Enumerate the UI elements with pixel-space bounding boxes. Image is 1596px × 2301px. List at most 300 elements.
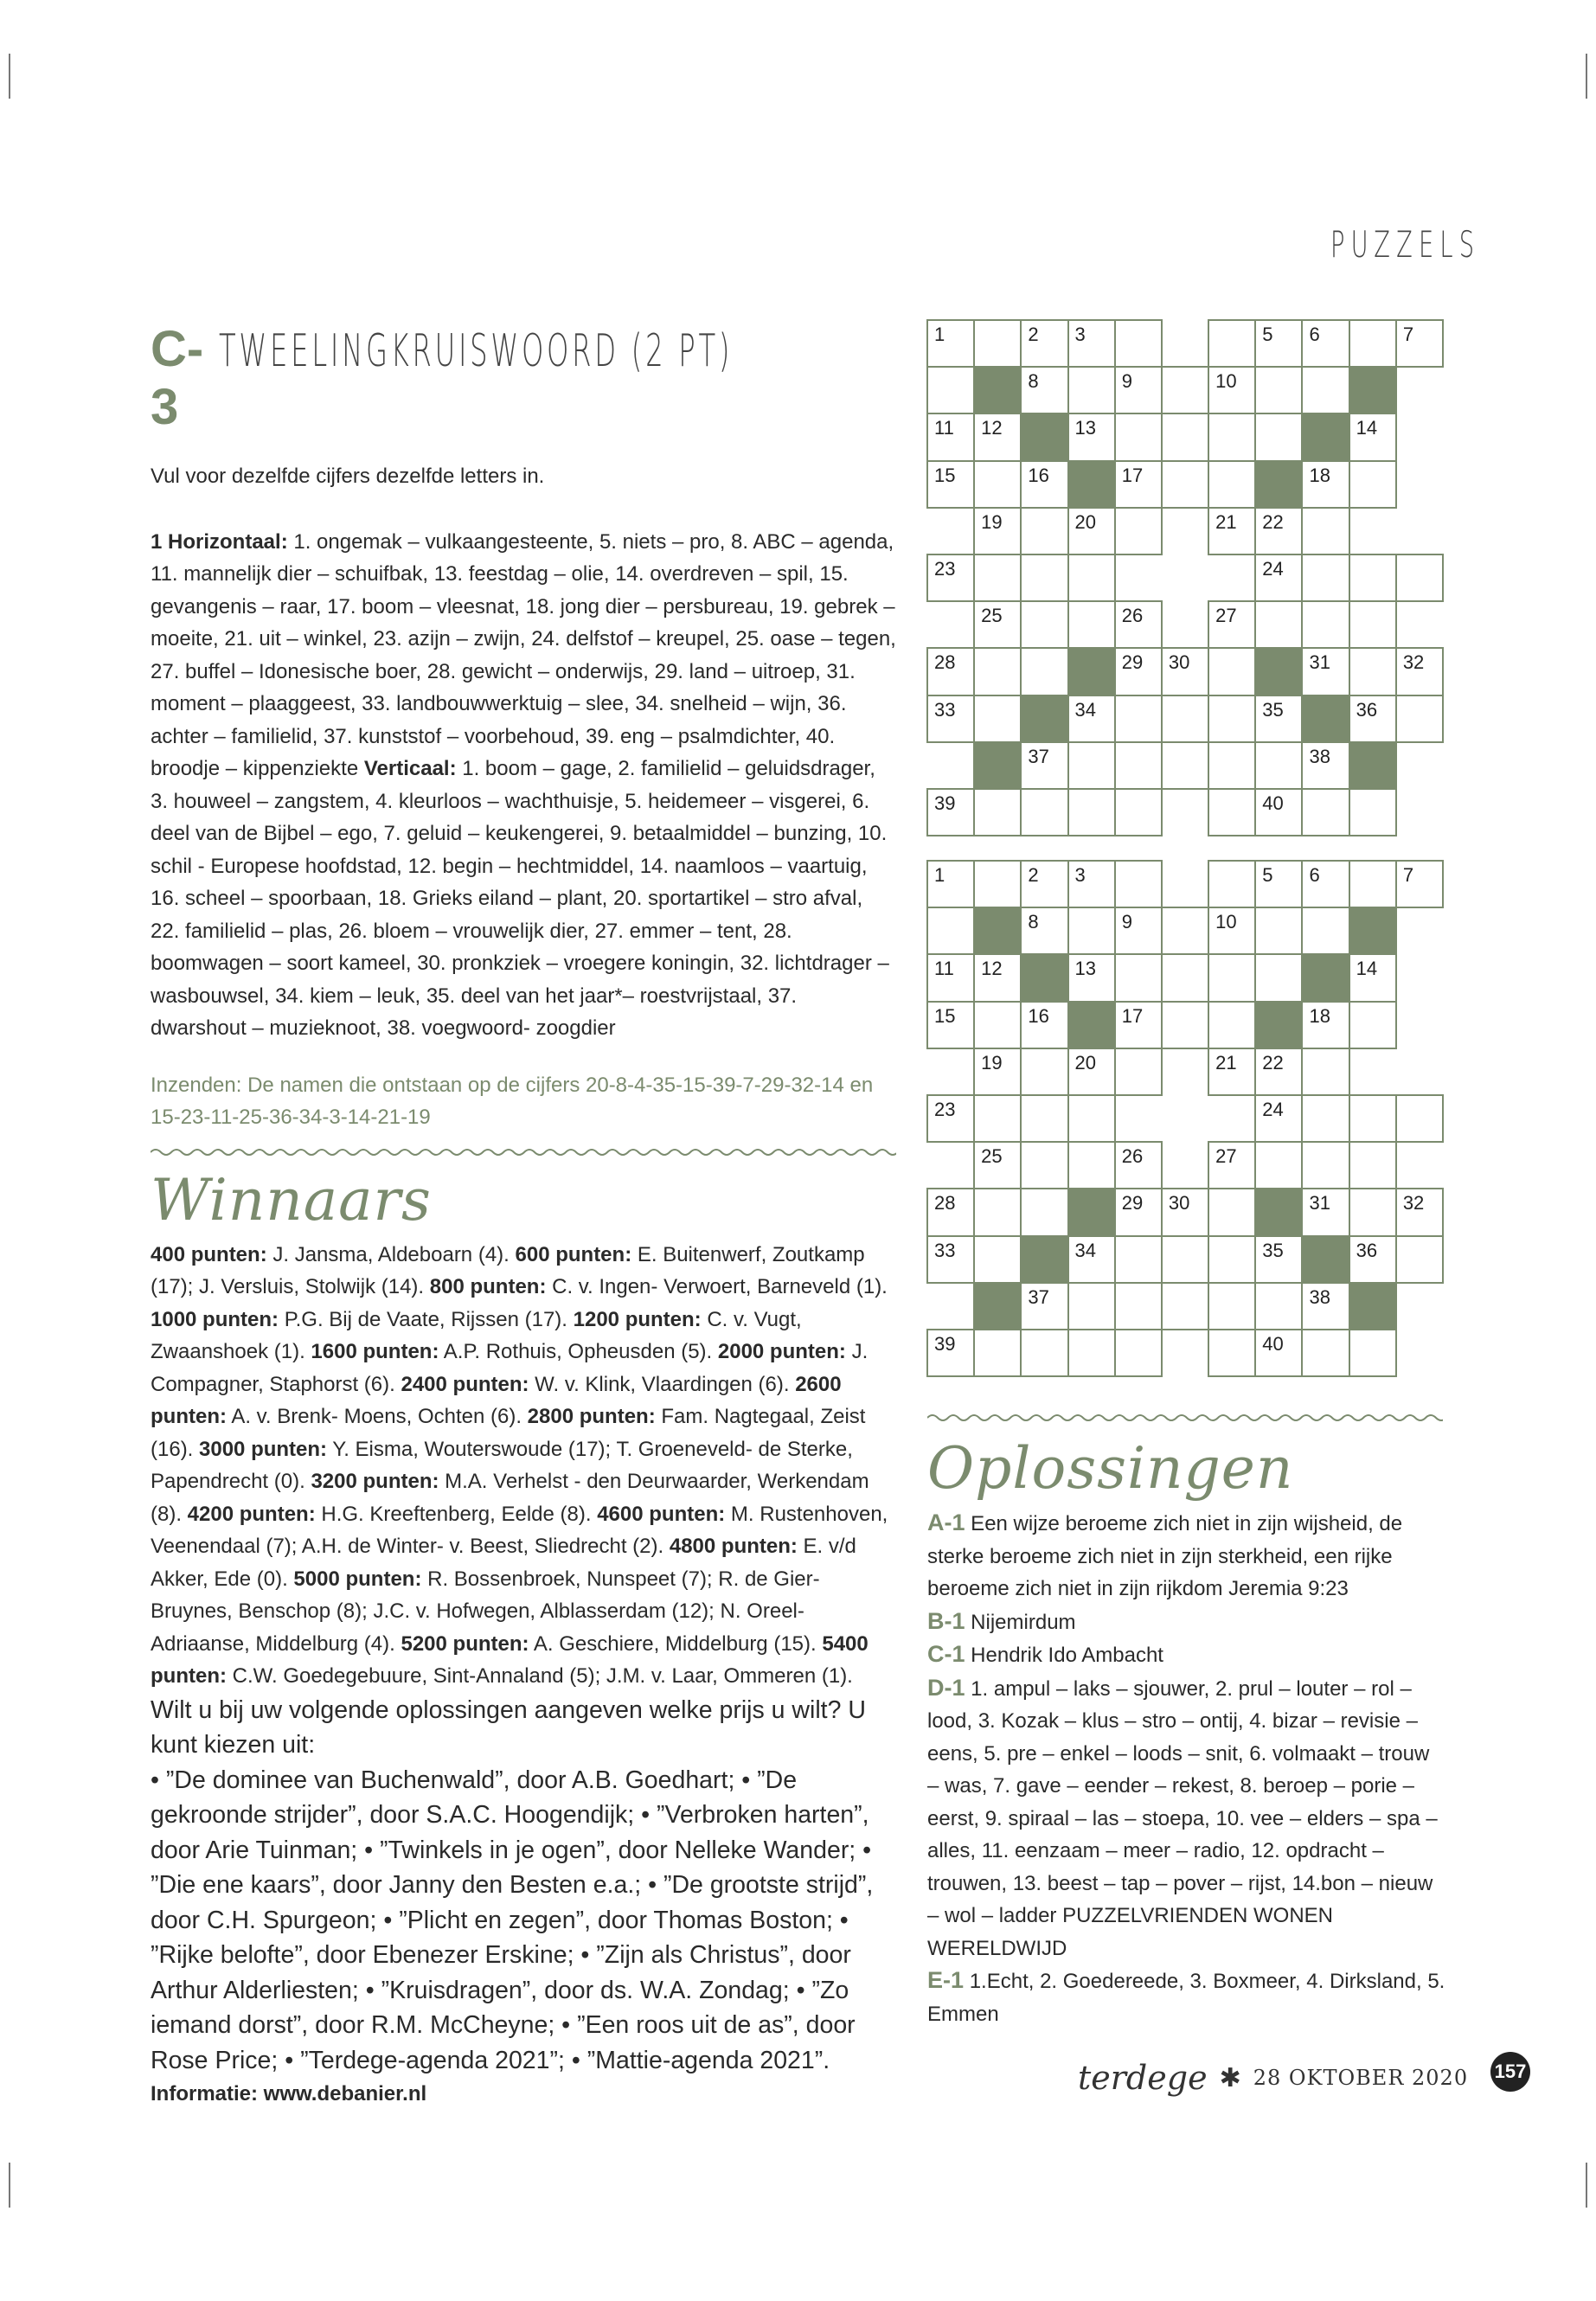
wave-divider [927,1412,1443,1424]
grid-cell[interactable] [1301,1094,1349,1143]
grid-cell[interactable] [973,319,1022,368]
grid-cell[interactable] [1067,319,1116,368]
grid-cell[interactable] [1067,741,1116,790]
grid-cell[interactable] [973,460,1022,509]
grid-cell[interactable] [973,1141,1022,1189]
grid-cell[interactable] [1395,1094,1444,1143]
grid-cell[interactable] [1020,1048,1068,1096]
grid-cell[interactable] [973,647,1022,695]
grid-block [973,1282,1022,1330]
cell-number: 5 [1262,324,1273,345]
issue-date: 28 OKTOBER 2020 [1253,2066,1469,2090]
grid-cell[interactable] [1161,413,1209,461]
puzzle-title [151,320,896,436]
wave-divider [151,1146,896,1158]
grid-block [1349,741,1397,790]
grid-cell[interactable] [1114,860,1163,908]
grid-cell[interactable] [1114,413,1163,461]
solution-code: D-1 [927,1674,965,1701]
grid-block [1020,413,1068,461]
grid-cell[interactable] [926,1329,975,1377]
grid-cell[interactable] [1067,953,1116,1002]
grid-cell[interactable] [926,860,975,908]
solution-code: A-1 [927,1509,965,1535]
grid-cell[interactable] [1301,1282,1349,1330]
grid-cell[interactable] [1067,366,1116,414]
cell-number: 12 [981,417,1003,439]
grid-cell[interactable] [1208,788,1256,836]
crop-mark [1586,2163,1587,2208]
grid-cell[interactable] [1208,647,1256,695]
grid-cell[interactable] [1254,600,1303,649]
grid-cell[interactable] [1254,366,1303,414]
prize-list: • ”De dominee van Buchenwald”, door A.B. Goedhart; • ”De gekroonde strijder”, door S.A.C. Hoogendijk; • ”Verbroken harten”, door Arie Tuinman; • ”Twinkels in je ogen”, door Nelleke Wander; • ”Die ene kaars”, door Janny den Besten e.a.; • ”De grootste strijd”, door C.H. Spurgeon; • ”Plicht en zegen”, door Thomas Boston; • ”Rijke belofte”, door Ebenezer Erskine; • ”Zijn als Christus”, door Arthur Alderliesten; • ”Kruisdragen”, door ds. W.A. Zondag; • ”Zo iemand dorst”, door R.M. McCheyne; • ”Een roos uit de as”, door Rose Price; • ”Terdege-agenda 2021”; • ”Mattie-agenda 2021”. [151,1766,874,2074]
grid-block [1067,1001,1116,1049]
grid-block [1254,647,1303,695]
grid-cell[interactable] [1161,741,1209,790]
grid-cell[interactable] [973,953,1022,1002]
grid-cell[interactable] [973,1329,1022,1377]
grid-cell[interactable] [1349,554,1397,602]
grid-cell[interactable] [1254,953,1303,1002]
footer [1078,2059,1468,2097]
grid-cell[interactable] [1067,1329,1116,1377]
grid-gap [1349,508,1396,554]
grid-cell[interactable] [1349,319,1397,368]
grid-cell[interactable] [1301,1329,1349,1377]
grid-block [1301,695,1349,743]
grid-cell[interactable] [1208,1188,1256,1236]
grid-cell[interactable] [973,788,1022,836]
grid-gap [1162,1330,1208,1376]
grid-gap [1396,508,1443,554]
cell-number: 23 [934,557,956,580]
grid-cell[interactable] [1114,507,1163,555]
grid-cell[interactable] [1349,460,1397,509]
cell-number: 29 [1121,1192,1144,1215]
grid-cell[interactable] [1161,1282,1209,1330]
grid-cell[interactable] [1114,366,1163,414]
grid-cell[interactable] [1161,907,1209,955]
cell-number: 12 [981,958,1003,980]
grid-cell[interactable] [1301,860,1349,908]
grid-cell[interactable] [1161,953,1209,1002]
grid-cell[interactable] [1254,1235,1303,1284]
cell-number: 29 [1121,651,1144,674]
winner-names: W. v. Klink, Vlaardingen (6). [529,1372,796,1396]
cell-number: 37 [1028,1285,1049,1308]
grid-gap [1208,554,1255,601]
grid-cell[interactable] [1254,319,1303,368]
grid-cell[interactable] [926,907,975,955]
grid-cell[interactable] [1114,1141,1163,1189]
cell-number: 20 [1074,1051,1097,1074]
cell-number: 3 [1074,324,1086,345]
grid-cell[interactable] [973,507,1022,555]
grid-cell[interactable] [1020,319,1068,368]
cell-number: 25 [981,605,1003,627]
grid-cell[interactable] [1067,600,1116,649]
grid-cell[interactable] [1254,1094,1303,1143]
crossword-grid-1 [927,320,1443,836]
grid-cell[interactable] [926,413,975,461]
grid-cell[interactable] [1114,741,1163,790]
cell-number: 7 [1402,324,1414,345]
cell-number: 30 [1168,1192,1190,1215]
grid-cell[interactable] [926,1094,975,1143]
grid-cell[interactable] [1254,907,1303,955]
grid-cell[interactable] [1254,695,1303,743]
grid-gap [927,508,974,554]
grid-cell[interactable] [1208,953,1256,1002]
section-tag: PUZZELS [1330,223,1481,266]
grid-cell[interactable] [1254,1048,1303,1096]
grid-cell[interactable] [1349,1094,1397,1143]
grid-cell[interactable] [1301,507,1349,555]
cell-number: 21 [1215,1051,1237,1074]
winner-points-label: 2600 punten: [151,1372,842,1428]
winner-names: P.G. Bij de Vaate, Rijssen (17). [279,1307,574,1331]
grid-cell[interactable] [1161,1235,1209,1284]
grid-cell[interactable] [1114,788,1163,836]
grid-block [1254,1001,1303,1049]
grid-cell[interactable] [1161,647,1209,695]
solution-item [927,1638,1446,1672]
grid-gap [1396,1142,1443,1189]
grid-cell[interactable] [1208,1141,1256,1189]
grid-cell[interactable] [1114,1282,1163,1330]
grid-cell[interactable] [1114,953,1163,1002]
grid-cell[interactable] [1301,319,1349,368]
grid-cell[interactable] [1349,953,1397,1002]
grid-cell[interactable] [1208,413,1256,461]
grid-cell[interactable] [1254,1282,1303,1330]
grid-gap [1396,789,1443,836]
grid-block [1067,1188,1116,1236]
grid-cell[interactable] [1020,860,1068,908]
grid-cell[interactable] [926,647,975,695]
grid-cell[interactable] [973,1235,1022,1284]
cell-number: 24 [1262,557,1284,580]
grid-cell[interactable] [1349,860,1397,908]
grid-cell[interactable] [973,600,1022,649]
cell-number: 31 [1309,1192,1330,1215]
grid-cell[interactable] [926,554,975,602]
grid-cell[interactable] [1254,507,1303,555]
grid-cell[interactable] [1067,1282,1116,1330]
solution-text: 1. ampul – laks – sjouwer, 2. prul – louter – rol – lood, 3. Kozak – klus – stro – ontij, 4. bizar – revisie – eens, 5. pre – enkel – loods – snit, 6. volmaakt – trouw – was, 7. gave – eender – rekest, 8. beroep – porie – eerst, 9. spiraal – las – stoepa, 10. vee – elders – spa – alles, 11. eenzaam – meer – radio, 12. opdracht – trouwen, 13. beest – tap – pover – rijst, 14.bon – nieuw – wol – ladder PUZZELVRIENDEN WONEN WERELDWIJD [927,1676,1438,1960]
grid-cell[interactable] [1254,1141,1303,1189]
grid-block [973,907,1022,955]
grid-cell[interactable] [926,695,975,743]
solution-code: B-1 [927,1607,965,1634]
grid-cell[interactable] [1114,907,1163,955]
grid-cell[interactable] [1208,1048,1256,1096]
grid-cell[interactable] [1349,1329,1397,1377]
grid-cell[interactable] [1208,366,1256,414]
winner-names: R. Bossenbroek, Nunspeet (7); R. de Gier- Bruynes, Benschop (8); J.C. v. Hofwegen, Alblasserdam (12); N. Oreel-Adriaanse, Middelburg (4). [151,1567,820,1656]
grid-cell[interactable] [1254,413,1303,461]
cell-number: 27 [1215,1145,1237,1168]
grid-cell[interactable] [1208,860,1256,908]
grid-cell[interactable] [1395,1188,1444,1236]
grid-cell[interactable] [1067,788,1116,836]
grid-gap [1396,907,1443,954]
winner-names: M.A. Verhelst - den Deurwaarder, Werkendam (8). [151,1470,869,1526]
grid-cell[interactable] [1161,1188,1209,1236]
grid-gap [1115,1095,1162,1142]
grid-cell[interactable] [1301,554,1349,602]
left-column [151,320,896,2111]
grid-cell[interactable] [1208,507,1256,555]
solution-text: Nijemirdum [965,1610,1076,1634]
grid-cell[interactable] [1067,413,1116,461]
grid-cell[interactable] [926,1188,975,1236]
grid-gap [1162,1142,1208,1189]
grid-cell[interactable] [973,695,1022,743]
solutions-heading: Oplossingen [927,1435,1294,1502]
grid-cell[interactable] [1067,1094,1116,1143]
cell-number: 1 [934,864,945,886]
grid-cell[interactable] [1301,907,1349,955]
grid-cell[interactable] [1020,554,1068,602]
grid-cell[interactable] [1208,695,1256,743]
grid-cell[interactable] [1067,1235,1116,1284]
grid-cell[interactable] [1254,788,1303,836]
cell-number: 40 [1262,792,1284,814]
grid-cell[interactable] [1395,647,1444,695]
grid-gap [927,1048,974,1095]
grid-gap [1396,1330,1443,1376]
grid-cell[interactable] [1349,413,1397,461]
grid-block [1020,953,1068,1002]
cell-number: 2 [1028,324,1039,345]
grid-gap [1162,861,1208,907]
grid-cell[interactable] [1114,647,1163,695]
solution-item [927,1965,1446,2030]
grid-cell[interactable] [1208,319,1256,368]
cell-number: 35 [1262,1239,1284,1261]
cell-number: 6 [1309,324,1320,345]
grid-cell[interactable] [1301,1141,1349,1189]
grid-cell[interactable] [1020,1282,1068,1330]
grid-cell[interactable] [1208,741,1256,790]
grid-cell[interactable] [1114,460,1163,509]
winner-names: A.P. Rothuis, Opheusden (5). [439,1340,718,1363]
grid-gap [1162,320,1208,367]
grid-cell[interactable] [1349,647,1397,695]
grid-cell[interactable] [1395,695,1444,743]
cell-number: 21 [1215,510,1237,533]
grid-cell[interactable] [926,1001,975,1049]
grid-gap [1396,742,1443,789]
grid-cell[interactable] [1020,507,1068,555]
grid-cell[interactable] [1395,1235,1444,1284]
grid-cell[interactable] [1349,695,1397,743]
grid-cell[interactable] [1161,460,1209,509]
grid-cell[interactable] [1020,741,1068,790]
grid-cell[interactable] [1208,600,1256,649]
grid-cell[interactable] [926,1235,975,1284]
grid-cell[interactable] [1254,741,1303,790]
cell-number: 14 [1356,958,1378,980]
grid-gap [927,1142,974,1189]
grid-cell[interactable] [1020,1141,1068,1189]
solution-code: E-1 [927,1967,965,1993]
grid-cell[interactable] [1067,1141,1116,1189]
cell-number: 9 [1121,370,1132,393]
grid-cell[interactable] [1114,1001,1163,1049]
star-icon: ✱ [1219,2063,1241,2093]
cell-number: 10 [1215,911,1237,933]
grid-cell[interactable] [1020,1001,1068,1049]
cell-number: 18 [1309,464,1330,486]
grid-cell[interactable] [1254,1329,1303,1377]
cell-number: 17 [1121,464,1144,486]
grid-cell[interactable] [1161,1001,1209,1049]
grid-cell[interactable] [1301,460,1349,509]
grid-cell[interactable] [1020,366,1068,414]
grid-cell[interactable] [1020,1329,1068,1377]
grid-block [1301,953,1349,1002]
winner-points-label: 2800 punten: [527,1405,656,1428]
grid-cell[interactable] [1208,1282,1256,1330]
grid-cell[interactable] [1114,1329,1163,1377]
grid-cell[interactable] [973,1048,1022,1096]
cell-number: 1 [934,324,945,345]
grid-cell[interactable] [1395,860,1444,908]
solution-item [927,1507,1446,1606]
grid-gap [1396,367,1443,413]
grid-cell[interactable] [1020,907,1068,955]
winners-list [151,1239,896,1693]
grid-block [973,741,1022,790]
grid-cell[interactable] [1301,1048,1349,1096]
grid-cell[interactable] [1254,860,1303,908]
cell-number: 23 [934,1098,956,1120]
grid-cell[interactable] [1067,507,1116,555]
cell-number: 26 [1121,1145,1144,1168]
grid-block [1349,366,1397,414]
grid-cell[interactable] [1020,600,1068,649]
grid-cell[interactable] [1114,1188,1163,1236]
grid-gap [1162,1095,1208,1142]
grid-cell[interactable] [1067,860,1116,908]
grid-cell[interactable] [1349,1001,1397,1049]
grid-cell[interactable] [926,953,975,1002]
cell-number: 17 [1121,1004,1144,1027]
cell-number: 19 [981,510,1003,533]
info-link[interactable]: Informatie: www.debanier.nl [151,2082,427,2106]
cell-number: 32 [1402,1192,1425,1215]
grid-cell[interactable] [1114,319,1163,368]
winner-points-label: 600 punten: [515,1242,632,1266]
grid-gap [927,742,974,789]
grid-cell[interactable] [1020,460,1068,509]
grid-cell[interactable] [1114,695,1163,743]
grid-cell[interactable] [1067,1048,1116,1096]
grid-cell[interactable] [1161,695,1209,743]
grid-cell[interactable] [1301,366,1349,414]
cell-number: 22 [1262,510,1284,533]
grid-cell[interactable] [1208,1001,1256,1049]
winner-names: H.G. Kreeftenberg, Eelde (8). [315,1502,598,1526]
winner-points-label: 4800 punten: [669,1535,798,1558]
grid-cell[interactable] [1254,554,1303,602]
grid-cell[interactable] [1067,695,1116,743]
grid-gap [1396,1002,1443,1048]
grid-cell[interactable] [973,413,1022,461]
grid-cell[interactable] [1067,554,1116,602]
grid-cell[interactable] [1395,319,1444,368]
grid-cell[interactable] [973,554,1022,602]
grid-cell[interactable] [1161,366,1209,414]
grid-cell[interactable] [1208,1235,1256,1284]
cell-number: 15 [934,464,956,486]
grid-cell[interactable] [1301,600,1349,649]
grid-cell[interactable] [1020,1188,1068,1236]
grid-cell[interactable] [1114,1048,1163,1096]
grid-cell[interactable] [1349,1188,1397,1236]
grid-cell[interactable] [1208,1329,1256,1377]
grid-cell[interactable] [1208,907,1256,955]
grid-cell[interactable] [973,1001,1022,1049]
cell-number: 34 [1074,1239,1097,1261]
grid-cell[interactable] [926,460,975,509]
grid-cell[interactable] [1395,554,1444,602]
grid-cell[interactable] [1349,1235,1397,1284]
cell-number: 36 [1356,1239,1378,1261]
cell-number: 13 [1074,417,1097,439]
grid-gap [1396,1048,1443,1095]
grid-cell[interactable] [926,366,975,414]
grid-cell[interactable] [1349,600,1397,649]
solution-text: 1.Echt, 2. Goedereede, 3. Boxmeer, 4. Dirksland, 5. Emmen [927,1970,1445,2026]
grid-cell[interactable] [1020,788,1068,836]
grid-cell[interactable] [1349,788,1397,836]
winner-names: Y. Eisma, Wouterswoude (17); T. Groeneveld- de Sterke, Papendrecht (0). [151,1437,853,1493]
winner-points-label: 5400 punten: [151,1631,869,1688]
grid-cell[interactable] [1067,907,1116,955]
grid-cell[interactable] [1020,1094,1068,1143]
grid-cell[interactable] [1301,647,1349,695]
grid-cell[interactable] [973,1188,1022,1236]
grid-cell[interactable] [1020,647,1068,695]
winner-names: A. Geschiere, Middelburg (15). [529,1631,823,1656]
grid-cell[interactable] [1301,788,1349,836]
grid-cell[interactable] [973,860,1022,908]
cell-number: 6 [1309,864,1320,886]
grid-cell[interactable] [1114,1235,1163,1284]
grid-cell[interactable] [1208,460,1256,509]
grid-cell[interactable] [1349,1141,1397,1189]
cell-number: 33 [934,1239,956,1261]
cell-number: 24 [1262,1098,1284,1120]
grid-gap [1162,601,1208,648]
grid-cell[interactable] [926,788,975,836]
grid-cell[interactable] [1301,741,1349,790]
grid-cell[interactable] [926,319,975,368]
grid-block [1301,413,1349,461]
grid-cell[interactable] [1114,600,1163,649]
grid-gap [1162,789,1208,836]
grid-cell[interactable] [1301,1001,1349,1049]
grid-block [1301,1235,1349,1284]
grid-cell[interactable] [1301,1188,1349,1236]
grid-cell[interactable] [973,1094,1022,1143]
grid-gap [1396,413,1443,460]
cell-number: 16 [1028,464,1049,486]
